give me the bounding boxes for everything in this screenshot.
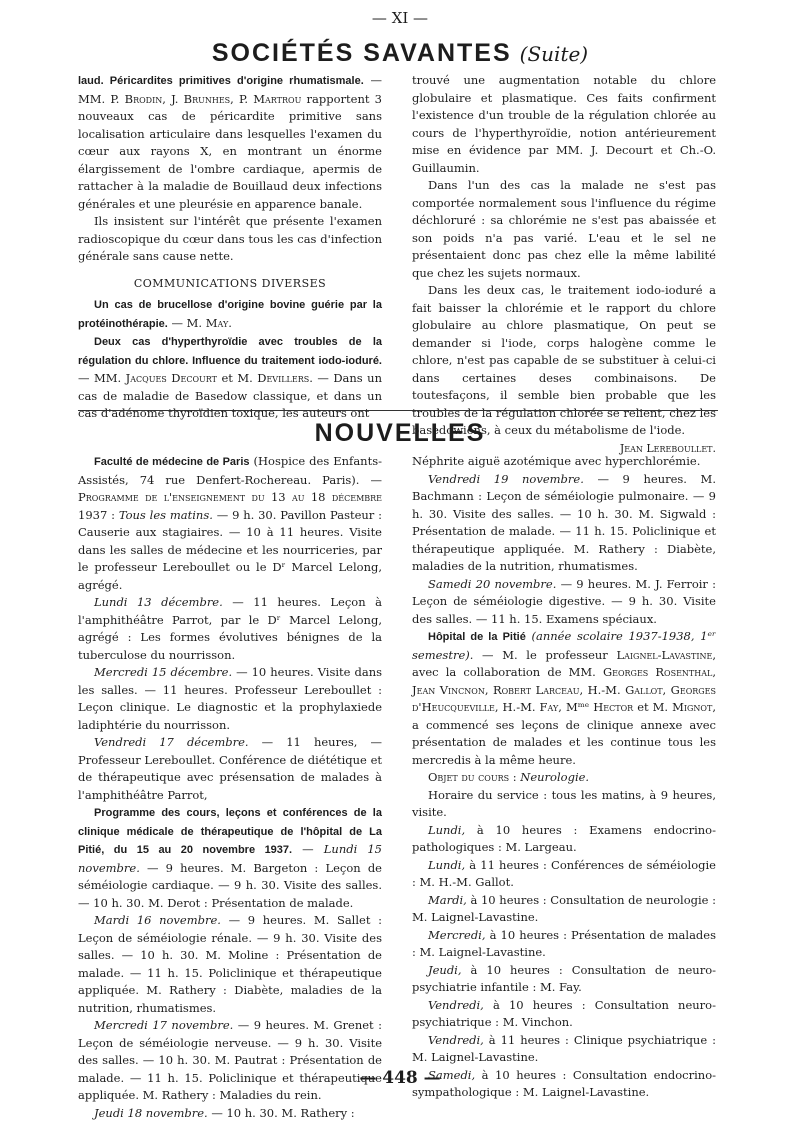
page-number: — 448 —	[359, 1068, 441, 1088]
schedule-entry	[78, 1017, 382, 1105]
schedule-day: Mercredi,	[428, 927, 486, 942]
schedule-day: Vendredi 19 novembre.	[428, 471, 584, 486]
news-faculte-paris	[78, 453, 382, 594]
text-run: à 10 heures : Consultation de neuro-psychiatrie infantile : M. Fay.	[412, 962, 716, 994]
schedule-day: Lundi 15 novembre.	[78, 842, 382, 875]
article-brucellose	[78, 296, 382, 333]
schedule-entry	[78, 912, 382, 1017]
text-run: — 9 heures. M. Bachmann : Leçon de séméiologie pulmonaire. — 9 h. 30. Visite des salles. — 10 h. 30. M. Sigwald : Présentation de malade. — 11 h. 15. Policlinique et thérapeutique appliquée. M. Rathery : Diabète, maladies de la nutrition, rhumatismes.	[412, 471, 716, 573]
section-divider	[78, 410, 718, 411]
text-run: — 10 h. 30. M. Rathery :	[207, 1105, 355, 1120]
paragraph: trouvé une augmentation notable du chlore globulaire et plasmatique. Ces faits confirment l'existence d'un trouble de la régulation chlorée au cours de l'hyperthyroïdie, notion antérieurement mise en évidence par MM. J. Decourt et Ch.-O. Guillaumin.	[412, 73, 716, 175]
article-title: Deux cas d'hyperthyroïdie avec troubles de la régulation du chlore. Influence du traitement iodo-ioduré.	[78, 336, 382, 367]
schedule-entry	[78, 664, 382, 734]
text-run: — M.	[167, 315, 206, 330]
schedule-day: Vendredi 17 décembre.	[94, 735, 249, 749]
schedule-entry	[78, 594, 382, 664]
text-run: — 10 heures. Visite dans les salles. — 11 heures. Professeur Lereboullet : Leçon clinique. Le diagnostic et la prophylaxiede ladiphtérie du nourrisson.	[78, 665, 383, 732]
text-run: à 10 heures : Consultation neuro-psychiatrique : M. Vinchon.	[412, 997, 716, 1029]
authors: Jacques Decourt	[125, 371, 217, 385]
schedule-day: Mercredi 15 décembre.	[94, 665, 233, 679]
text-run: à 10 heures : Consultation endocrino-sympathologique : M. Laignel-Lavastine.	[412, 1067, 716, 1099]
nouvelles-left-column	[78, 453, 382, 1122]
schedule-day: Vendredi,	[428, 1032, 484, 1047]
author-signature: Jean Lereboullet.	[619, 441, 716, 455]
article-title: Un cas de brucellose d'origine bovine guérie par la protéinothérapie.	[78, 299, 382, 330]
schedule-entry	[412, 927, 716, 962]
text-run: — 11 heures, — Professeur Lereboullet. Conférence de diététique et de thérapeutique avec présensation de malades à l'amphithéâtre Parrot,	[78, 735, 383, 802]
text-run: à 10 heures : Examens endocrino-pathologiques : M. Largeau.	[412, 822, 716, 854]
text-run: — 9 heures. M. J. Ferroir : Leçon de séméiologie digestive. — 9 h. 30. Visite des salles. — 11 h. 15. Examens spéciaux.	[412, 576, 716, 626]
text-run: — MM.	[78, 371, 126, 385]
schedule-day: Lundi,	[428, 857, 466, 872]
page-title	[0, 36, 800, 73]
text-run: — 11 heures. Leçon à l'amphithéâtre Parrot, par le Dʳ Marcel Lelong, agrégé : Les formes évolutives bénignes de la tuberculose du nourrisson.	[78, 595, 382, 662]
course-object	[412, 769, 716, 787]
schedule-entry	[78, 1105, 382, 1123]
text-run: — 9 heures. M. Grenet : Leçon de séméiologie nerveuse. — 9 h. 30. Visite des salles. — 10 h. 30. M. Pautrat : Présentation de malade. — 11 h. 15. Policlinique et thérapeutique appliquée. M. Rathery : Maladies du rein.	[78, 1018, 382, 1102]
schedule-day: Jeudi,	[428, 962, 462, 977]
schedule-day: Jeudi 18 novembre.	[94, 1105, 208, 1120]
article-text: rapportent 3 nouveaux cas de péricardite primitive sans localisation articulaire dans lesquelles l'examen du cœur aux rayons X, en montrant un énorme élargissement de l'ombre cardiaque, apermis de rattacher à la maladie de Bouillaud deux infections générales et une pleurésie en apparence banale.	[78, 91, 382, 211]
societes-right-column	[412, 72, 716, 457]
news-title: Hôpital de la Pitié	[428, 631, 526, 643]
authors: Laignel-Lavastine,	[616, 647, 716, 662]
schedule-entry	[412, 471, 716, 576]
article-pericardites	[78, 72, 382, 213]
text-run: à 11 heures : Clinique psychiatrique : M. Laignel-Lavastine.	[412, 1032, 716, 1064]
schedule-day: Mercredi 17 novembre.	[94, 1018, 234, 1032]
text-run: à 11 heures : Conférences de séméiologie : M. H.-M. Gallot.	[412, 857, 716, 889]
text-run: a commencé ses leçons de clinique annexe avec présentation de malades et les continue tous les mercredis à la même heure.	[412, 717, 716, 767]
schedule-day: Vendredi,	[428, 997, 484, 1012]
schedule-entry	[412, 892, 716, 927]
text-run: à 10 heures : Présentation de malades : M. Laignel-Lavastine.	[412, 927, 716, 959]
text-run: (Hospice des Enfants-Assistés, 74 rue Denfert-Rochereau. Paris). —	[78, 454, 382, 487]
text-run: et M.	[216, 371, 258, 385]
text-run: et M.	[633, 700, 673, 714]
schedule-day: Lundi,	[428, 822, 466, 837]
course-object-label: Objet du cours :	[428, 770, 517, 784]
subsection-heading: COMMUNICATIONS DIVERSES	[133, 276, 327, 290]
schedule-entry	[412, 576, 716, 629]
paragraph: Dans l'un des cas la malade ne s'est pas comportée normalement sous l'influence du régime déchloruré : sa chlorémie ne s'est pas abaissée et son poids n'a pas varié. L'eau et le sel ne présentaient donc pas chez elle la même labilité que chez les sujets normaux.	[412, 178, 716, 280]
news-title: Faculté de médecine de Paris	[94, 456, 250, 468]
schedule-day: Tous les matins.	[118, 507, 213, 522]
news-title: Programme des cours, leçons et conférences de la clinique médicale de thérapeutique de l'hôpital de La Pitié, du 15 au 20 novembre 1937.	[78, 807, 382, 856]
schedule-entry	[412, 857, 716, 892]
authors: Georges Rosenthal, Jean Vincnon, Robert Larceau, H.-M. Gallot, Georges d'Heucqueville, H.-M. Fay, Mᵐᵉ Hector	[412, 665, 716, 714]
section-title-suite: (Suite)	[519, 42, 589, 66]
schedule-entry	[78, 734, 382, 804]
text-run: — 9 h. 30. Pavillon Pasteur : Causerie aux stagiaires. — 10 à 11 heures. Visite dans les salles de médecine et les nourriceries, par le professeur Lereboullet ou le Dʳ Marcel Lelong, agrégé.	[78, 507, 383, 592]
text-run: 1937 :	[78, 507, 119, 522]
schedule-day: Samedi,	[428, 1067, 476, 1082]
authors: Mignot,	[672, 700, 716, 714]
schedule-day: Mardi 16 novembre.	[94, 913, 221, 927]
paragraph: Néphrite aiguë azotémique avec hyperchlorémie.	[412, 454, 701, 468]
schedule-entry	[412, 962, 716, 997]
nouvelles-title: NOUVELLES	[314, 419, 486, 447]
text-run: — 9 heures. M. Sallet : Leçon de séméiologie rénale. — 9 h. 30. Visite des salles. — 10 h. 30. M. Moline : Présentation de malade. — 11 h. 15. Policlinique et thérapeutique appliquée. M. Rathery : Diabète, maladies de la nutrition, rhumatismes.	[78, 913, 382, 1015]
paragraph: Ils insistent sur l'intérêt que présente l'examen radioscopique du cœur dans tous les cas d'infection générale sans cause nette.	[78, 214, 382, 263]
text-run: à 10 heures : Consultation de neurologie : M. Laignel-Lavastine.	[412, 892, 717, 924]
paragraph: Dans les deux cas, le traitement iodo-ioduré a fait baisser la chlorémie et le rapport du chlore globulaire au chlore plasmatique, On peut se demander si l'iode, corps halogène comme le chlore, n'est pas capable de se substituer à celui-ci dans certaines deses combinaisons. De toutesfaçons, il semble bien probable que les troubles de la régulation chlorée se relient, chez les basedowiens, à ceux du métabolisme de l'iode.	[412, 283, 716, 437]
news-hopital-pitie	[412, 628, 716, 769]
article-text: — Dans un cas de maladie de Basedow classique, et dans un cas d'adénome thyroïdien toxique, les auteurs ont	[78, 371, 382, 420]
text-run: — MM.	[78, 73, 383, 106]
text-run: — M. le professeur	[473, 647, 617, 662]
schedule-day: Lundi 13 décembre.	[94, 595, 223, 609]
authors: P. Brodin, J. Brunhes, P. Martrou	[110, 91, 302, 106]
societes-left-column	[78, 72, 382, 423]
schedule-entry	[412, 997, 716, 1032]
schedule-entry	[412, 1032, 716, 1067]
schedule-entry	[412, 822, 716, 857]
schedule-day: Mardi,	[428, 892, 467, 907]
authors: Devillers.	[257, 371, 313, 385]
news-programme-pitie	[78, 804, 382, 912]
article-title: laud. Péricardites primitives d'origine rhumatismale.	[78, 75, 364, 87]
page-roman-number: — XI —	[371, 9, 429, 27]
paragraph: Horaire du service : tous les matins, à 9 heures, visite.	[412, 787, 716, 819]
schedule-day: Samedi 20 novembre.	[428, 576, 557, 591]
programme-label: Programme de l'enseignement du 13 au 18 décembre	[78, 490, 382, 504]
academic-year: (année scolaire 1937-1938, 1ᵉʳ semestre).	[412, 629, 716, 662]
text-run: avec la collaboration de MM.	[412, 665, 603, 679]
course-object-value: Neurologie.	[516, 770, 590, 784]
authors: May.	[205, 315, 232, 330]
text-run: —	[292, 842, 324, 856]
section-title: SOCIÉTÉS SAVANTES	[211, 39, 512, 67]
text-run: — 9 heures. M. Bargeton : Leçon de séméiologie cardiaque. — 9 h. 30. Visite des salles. — 10 h. 30. M. Derot : Présentation de malade.	[78, 860, 382, 910]
nouvelles-right-column	[412, 453, 716, 1102]
